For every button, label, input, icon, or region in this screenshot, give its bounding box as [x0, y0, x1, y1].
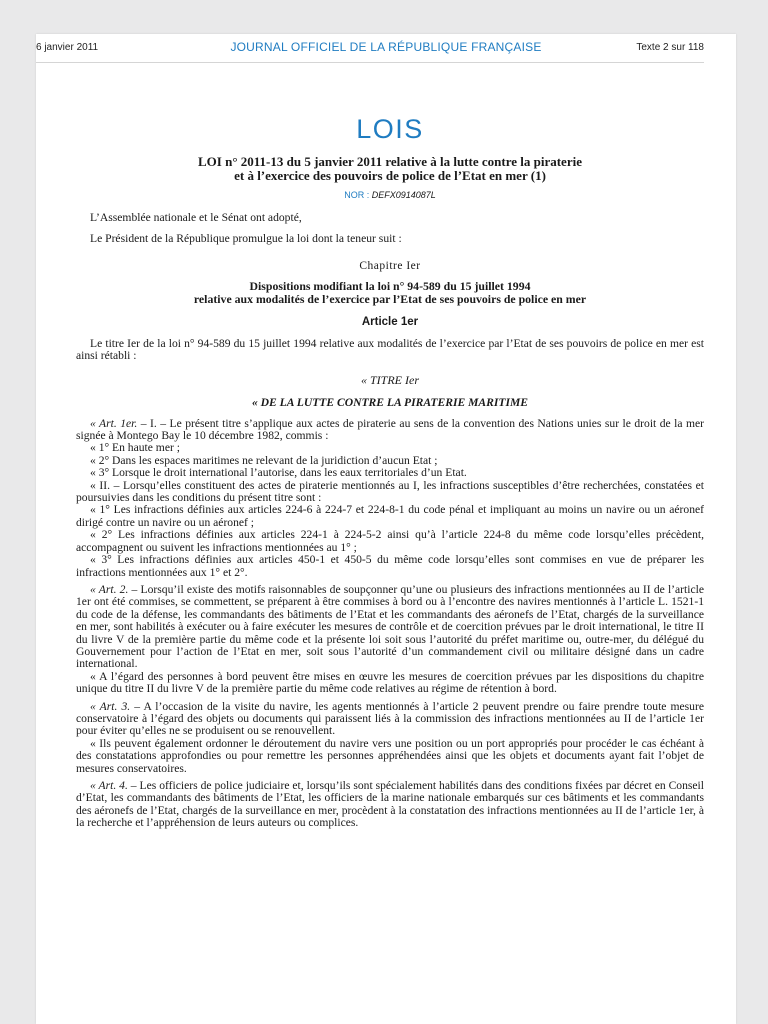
- chapter-title-line-2: relative aux modalités de l’exercice par l’Etat de ses pouvoirs de police en mer: [193, 291, 587, 306]
- art-4-paragraph: [76, 780, 704, 830]
- nor-label: NOR :: [344, 190, 370, 200]
- art-3-label: « Art. 3.: [90, 699, 131, 713]
- article-1-text: Le titre Ier de la loi n° 94-589 du 15 juillet 1994 relative aux modalités de l’exercice par l’Etat de ses pouvoirs de police en mer est ainsi rétabli :: [76, 336, 704, 363]
- header-date: 6 janvier 2011: [36, 42, 99, 53]
- article-heading: Article 1er: [361, 315, 419, 328]
- law-title-line-1: LOI n° 2011-13 du 5 janvier 2011 relative à la lutte contre la piraterie: [198, 154, 582, 169]
- art-1-label: « Art. 1er.: [90, 416, 138, 430]
- nor-reference: [76, 190, 704, 200]
- page-indicator: Texte 2 sur 118: [636, 42, 704, 53]
- list-item: « 2° Dans les espaces maritimes ne relevant de la juridiction d’aucun Etat ;: [90, 453, 438, 467]
- titre-heading: « TITRE Ier: [361, 372, 419, 387]
- art-3-paragraph: [76, 701, 704, 738]
- running-header: [36, 34, 736, 60]
- list-item: « 3° Les infractions définies aux articles 450-1 et 450-5 du même code lorsqu’elles sont commises en vue de préparer les infractions mentionnées aux 1° et 2°.: [76, 553, 704, 579]
- nor-code: DEFX0914087L: [371, 190, 436, 200]
- art-2-label: « Art. 2.: [90, 582, 129, 596]
- art-3-body: – A l’occasion de la visite du navire, les agents mentionnés à l’article 2 peuvent prendre ou faire prendre toute mesure conservatoire à l’égard des objets ou documents qui paraissent liés à la commission des infractions mentionnées au II de l’article 1er pour éviter qu’elles ne se produisent ou se renouvellent.: [76, 699, 704, 738]
- art-1-paragraph: [76, 418, 704, 443]
- list-item: « 1° Les infractions définies aux articles 224-6 à 224-7 et 224-8-1 du code pénal et impliquant au moins un navire ou un aéronef dirigé contre un navire ou un aéronef ;: [76, 503, 704, 529]
- art-4-label: « Art. 4.: [90, 779, 128, 792]
- art-1-section-ii: « II. – Lorsqu’elles constituent des actes de piraterie mentionnés au I, les infractions susceptibles d’être recherchées, constatées et poursuivies dans les conditions du présent titre sont :: [76, 478, 704, 505]
- journal-title: JOURNAL OFFICIEL DE LA RÉPUBLIQUE FRANÇAISE: [230, 40, 542, 54]
- section-title: LOIS: [356, 114, 424, 144]
- law-title: [76, 155, 704, 183]
- art-4-body: – Les officiers de police judiciaire et, lorsqu’ils sont spécialement habilités dans des conditions fixées par décret en Conseil d’Etat, les commandants des bâtiments de l’Etat, les officiers de la marine nationale embarqués sur ces bâtiments et les commandants des aéronefs de l’Etat, chargés de la surveillance en mer, procèdent à la constatation des infractions mentionnées au II de l’article 1er, à la recherche et l’appréhension de leurs auteurs ou complices.: [76, 779, 704, 830]
- art-2-paragraph: [76, 584, 704, 671]
- chapter-title: [76, 280, 704, 306]
- chapter-heading: Chapitre Ier: [359, 259, 421, 272]
- art-3-paragraph-b: « Ils peuvent également ordonner le déroutement du navire vers une position ou un port appropriés pour procéder le cas échéant à des constatations approfondies ou pour remettre les personnes appréhendées ainsi que les objets et documents ayant fait l’objet de mesures conservatoires.: [76, 736, 704, 775]
- intro-promulgation: Le Président de la République promulgue la loi dont la teneur suit :: [90, 232, 402, 246]
- intro-adoption: L’Assemblée nationale et le Sénat ont adopté,: [90, 211, 302, 224]
- art-1-body: – I. – Le présent titre s’applique aux actes de piraterie au sens de la convention des Nations unies sur le droit de la mer signée à Montego Bay le 10 décembre 1982, commis :: [76, 416, 705, 443]
- list-item: « 2° Les infractions définies aux articles 224-1 à 224-5-2 ainsi qu’à l’article 224-8 du même code lorsqu’elles précèdent, accompagnent ou suivent les infractions mentionnées au 1° ;: [76, 528, 704, 554]
- header-divider: [36, 62, 704, 63]
- chapter-title-line-1: Dispositions modifiant la loi n° 94-589 du 15 juillet 1994: [249, 278, 531, 293]
- document-body: [76, 114, 704, 830]
- art-2-body: – Lorsqu’il existe des motifs raisonnables de soupçonner qu’une ou plusieurs des infractions mentionnées au II de l’article 1er ont été commises, se commettent, se préparent à être commises à bord ou à l’encontre des navires mentionnés à l’article L. 1521-1 du code de la défense, les commandants des bâtiments de l’Etat et les commandants des aéronefs de l’Etat, chargés de la surveillance en mer, sont habilités à exécuter ou à faire exécuter les mesures de contrôle et de coercition prévues par le droit international, le titre II du livre V de la première partie du même code et la présente loi soit sous l’autorité du préfet maritime ou, outre-mer, du délégué du Gouvernement pour l’action de l’Etat en mer, soit sous l’autorité d’un commandement civil ou militaire désigné dans un cadre international.: [76, 582, 704, 671]
- list-item: « 3° Lorsque le droit international l’autorise, dans les eaux territoriales d’un Etat.: [90, 466, 467, 480]
- law-title-line-2: et à l’exercice des pouvoirs de police de l’Etat en mer (1): [234, 168, 546, 183]
- document-page: [36, 34, 736, 1024]
- list-item: « 1° En haute mer ;: [90, 441, 180, 455]
- titre-subheading: « DE LA LUTTE CONTRE LA PIRATERIE MARITIME: [251, 395, 529, 409]
- art-2-paragraph-b: « A l’égard des personnes à bord peuvent être mises en œuvre les mesures de coercition prévues par les dispositions du chapitre unique du titre II du livre V de la première partie du même code relatives au régime de rétention à bord.: [76, 669, 704, 696]
